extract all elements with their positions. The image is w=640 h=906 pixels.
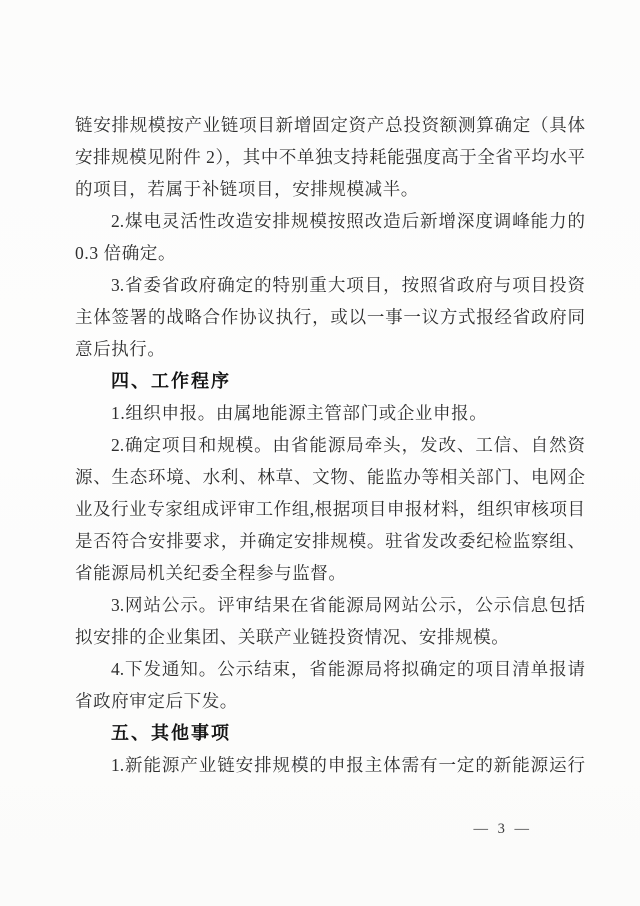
doc-line: 业及行业专家组成评审工作组,根据项目申报材料，组织审核项目 — [75, 499, 585, 519]
section-heading-work-procedure: 四、工作程序 — [111, 371, 231, 391]
document-body — [75, 109, 585, 781]
doc-line: 源、生态环境、水利、林草、文物、能监办等相关部门、电网企 — [75, 467, 585, 487]
doc-line-item-1: 1.新能源产业链安排规模的申报主体需有一定的新能源运行 — [111, 755, 585, 775]
doc-line-item-3: 3.省委省政府确定的特别重大项目，按照省政府与项目投资 — [111, 275, 585, 295]
page-footer — [474, 817, 533, 841]
doc-line: 主体签署的战略合作协议执行，或以一事一议方式报经省政府同 — [75, 307, 585, 327]
doc-line: 0.3 倍确定。 — [75, 243, 177, 263]
doc-line: 省能源局机关纪委全程参与监督。 — [75, 563, 347, 583]
doc-line-item-4: 4.下发通知。公示结束，省能源局将拟确定的项目清单报请 — [111, 659, 585, 679]
doc-line-item-1: 1.组织申报。由属地能源主管部门或企业申报。 — [111, 403, 488, 423]
doc-line: 安排规模见附件 2），其中不单独支持耗能强度高于全省平均水平 — [75, 147, 585, 167]
section-heading-other-matters: 五、其他事项 — [111, 723, 231, 743]
doc-line: 意后执行。 — [75, 339, 166, 359]
page-number: — 3 — — [473, 821, 532, 837]
doc-line-item-3: 3.网站公示。评审结果在省能源局网站公示，公示信息包括 — [111, 595, 585, 615]
doc-line: 链安排规模按产业链项目新增固定资产总投资额测算确定（具体 — [75, 115, 585, 135]
doc-line-item-2: 2.煤电灵活性改造安排规模按照改造后新增深度调峰能力的 — [111, 211, 585, 231]
doc-line: 拟安排的企业集团、关联产业链投资情况、安排规模。 — [75, 627, 510, 647]
doc-line: 省政府审定后下发。 — [75, 691, 238, 711]
doc-line: 的项目，若属于补链项目，安排规模减半。 — [75, 179, 419, 199]
doc-line-item-2: 2.确定项目和规模。由省能源局牵头，发改、工信、自然资 — [111, 435, 585, 455]
doc-line: 是否符合安排要求，并确定安排规模。驻省发改委纪检监察组、 — [75, 531, 585, 551]
